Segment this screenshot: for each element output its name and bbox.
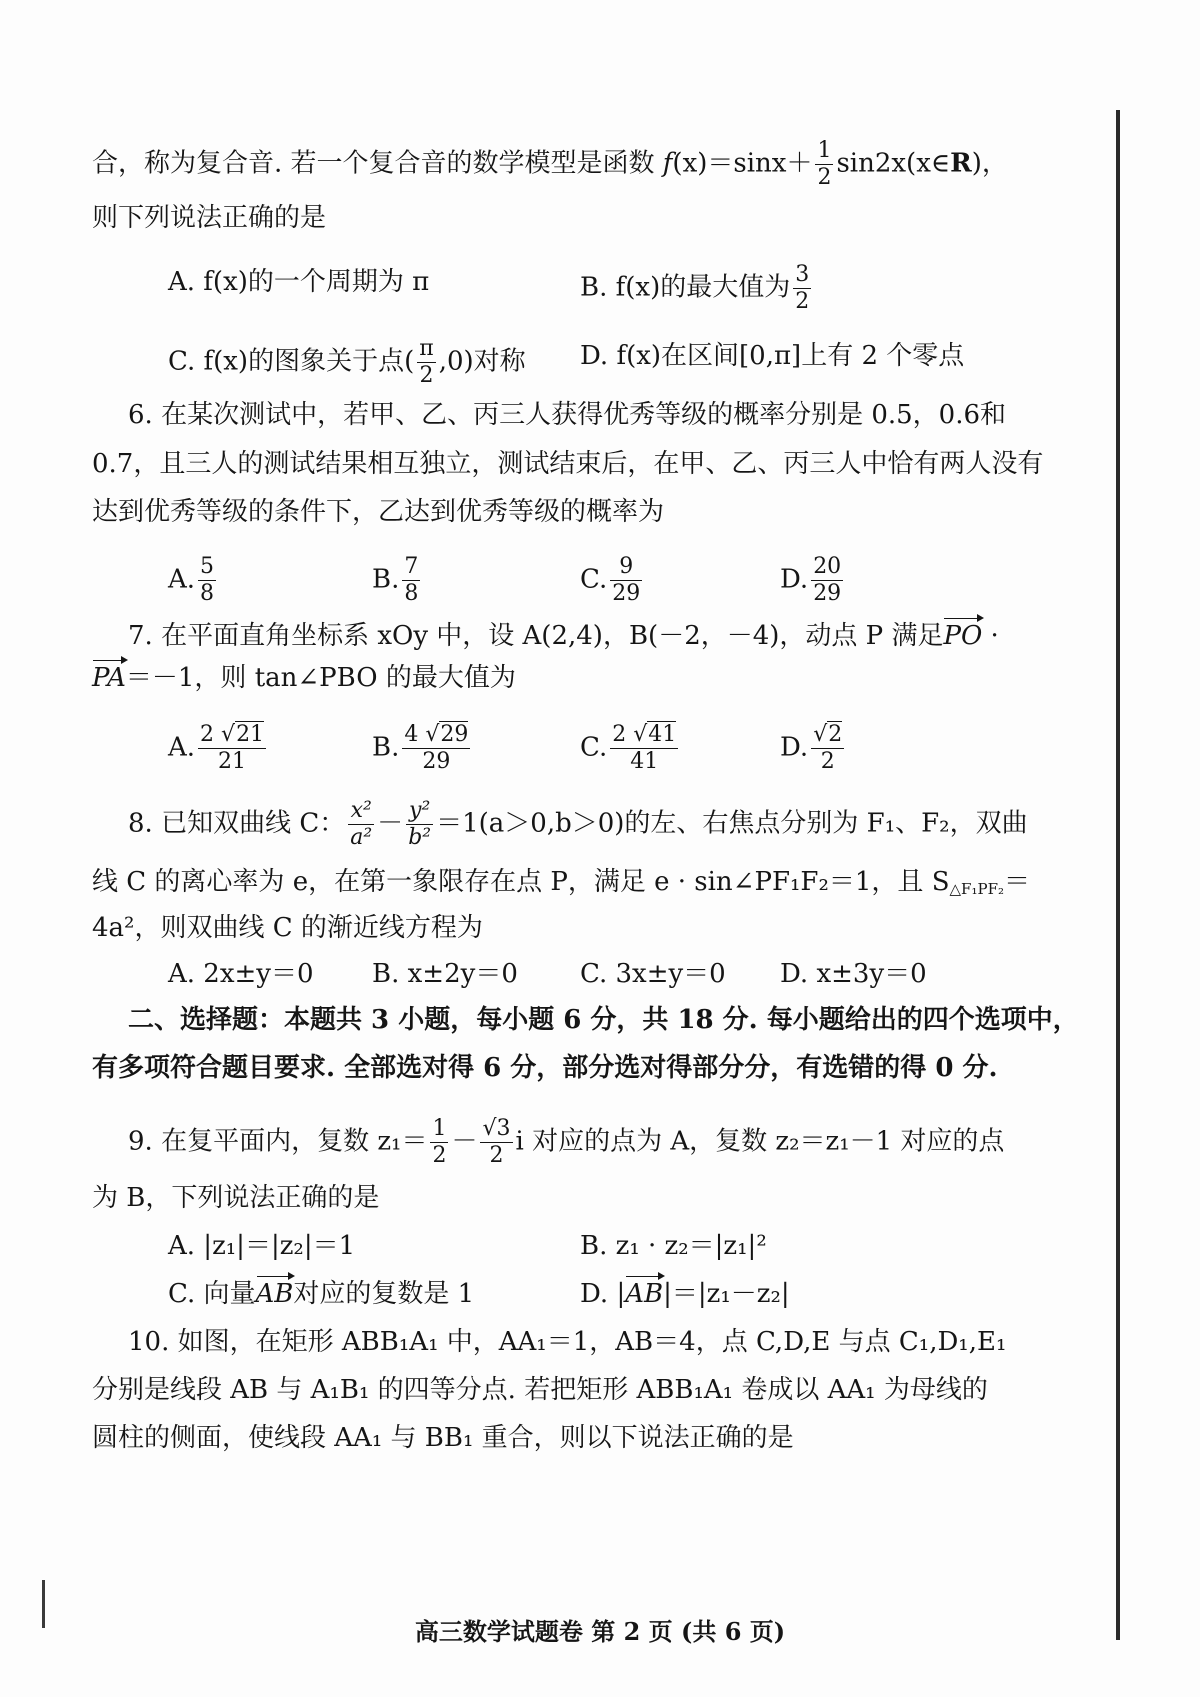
vector-pa: PA	[92, 660, 126, 696]
q5-expr: (x)＝sinx＋	[672, 148, 813, 179]
q6-option-a: A. $\frac{5}{8}$	[168, 554, 215, 606]
q8-stem-line2: 线 C 的离心率为 e，在第一象限存在点 P，满足 e · sin∠PF₁F₂＝1，且 $S_{\triangle F_1PF_2}=$	[92, 867, 1031, 898]
q6-option-d: D. $\frac{20}{29}$	[780, 554, 842, 606]
q7-option-d: D. $\frac{√2}{2}$	[780, 722, 843, 774]
q5-option-a: A. f(x)的一个周期为 π	[168, 267, 430, 297]
q5-stem-text: 合，称为复合音. 若一个复合音的数学模型是函数	[92, 148, 663, 179]
q8-x-fraction: $\frac{\text{x²}}{\text{a²}}$	[350, 798, 373, 850]
q5-expr-tail: sin2x(x∈	[836, 148, 951, 179]
page-footer: 高三数学试题卷 第 2 页 (共 6 页)	[414, 1617, 786, 1646]
q10-stem-line3: 圆柱的侧面，使线段 AA₁ 与 BB₁ 重合，则以下说法正确的是	[92, 1423, 794, 1453]
q8-option-b: B. x±2y＝0	[372, 959, 518, 989]
q7-option-b: B. $\frac{4 √29}{29}$	[372, 722, 469, 774]
q8-stem-line1: 8. 已知双曲线 C： $\frac{\text{x²}}{\text{a²}}$ － $\frac{\text{y²}}{\text{b²}}$ ＝1(a＞0,b＞0)的左、右焦点分别为 F₁、F₂，双曲	[128, 798, 1028, 850]
q5-option-b: B. f(x)的最大值为 $\frac{3}{2}$	[580, 262, 810, 314]
q9-option-d: D. |AB|＝|z₁－z₂|	[580, 1276, 790, 1312]
right-margin-rule	[1116, 110, 1120, 1640]
q5-option-d: D. f(x)在区间[0,π]上有 2 个零点	[580, 341, 965, 371]
q5-real-set: R	[950, 148, 972, 179]
q10-stem-line2: 分别是线段 AB 与 A₁B₁ 的四等分点. 若把矩形 ABB₁A₁ 卷成以 AA₁ 为母线的	[92, 1375, 988, 1405]
q7-stem-line1: 7. 在平面直角坐标系 xOy 中，设 A(2,4)，B(－2，－4)，动点 P 满足PO ·	[128, 618, 999, 654]
q5-f: f	[662, 148, 673, 179]
q5-fraction: $\frac{1}{2}$	[817, 138, 832, 190]
vector-ab: AB	[256, 1276, 294, 1312]
q5-option-b-fraction: $\frac{3}{2}$	[795, 262, 810, 314]
q6-stem-line3: 达到优秀等级的条件下，乙达到优秀等级的概率为	[92, 497, 665, 527]
q9-stem-line1: 9. 在复平面内，复数 z₁＝ $\frac{1}{2}$ － $\frac{√3}{2}$ i 对应的点为 A，复数 z₂＝z₁－1 对应的点	[128, 1116, 1005, 1168]
q5-stem-line2: 则下列说法正确的是	[92, 203, 327, 233]
q7-stem-line2: PA＝－1，则 tan∠PBO 的最大值为	[92, 660, 516, 696]
section2-heading-line2: 有多项符合题目要求. 全部选对得 6 分，部分选对得部分分，有选错的得 0 分.	[92, 1053, 998, 1083]
q10-stem-line1: 10. 如图，在矩形 ABB₁A₁ 中，AA₁＝1，AB＝4，点 C,D,E 与点 C₁,D₁,E₁	[128, 1327, 1007, 1357]
q8-stem-line3: 4a²，则双曲线 C 的渐近线方程为	[92, 913, 483, 943]
q5-stem-line1: 合，称为复合音. 若一个复合音的数学模型是函数 f(x)＝sinx＋ $\frac{1}{2}$ sin2x(x∈R)，	[92, 138, 1008, 190]
q6-option-c: C. $\frac{9}{29}$	[580, 554, 641, 606]
q8-option-a: A. 2x±y＝0	[168, 959, 314, 989]
q9-stem-line2: 为 B，下列说法正确的是	[92, 1183, 380, 1213]
q5-option-c-fraction: $\frac{\pi}{2}$	[419, 336, 434, 388]
vector-ab-abs: AB	[625, 1276, 663, 1312]
q7-option-a: A. $\frac{2 √21}{21}$	[168, 722, 265, 774]
q6-stem-line2: 0.7，且三人的测试结果相互独立，测试结束后，在甲、乙、丙三人中恰有两人没有	[92, 449, 1044, 479]
q8-option-d: D. x±3y＝0	[780, 959, 927, 989]
q8-y-fraction: $\frac{\text{y²}}{\text{b²}}$	[408, 798, 432, 850]
q6-stem-line1: 6. 在某次测试中，若甲、乙、丙三人获得优秀等级的概率分别是 0.5，0.6和	[128, 400, 1007, 430]
section2-heading-line1: 二、选择题：本题共 3 小题，每小题 6 分，共 18 分. 每小题给出的四个选项中，	[128, 1005, 1079, 1035]
q7-option-c: C. $\frac{2 √41}{41}$	[580, 722, 677, 774]
q9-option-a: A. |z₁|＝|z₂|＝1	[168, 1231, 356, 1261]
q8-option-c: C. 3x±y＝0	[580, 959, 726, 989]
q6-option-b: B. $\frac{7}{8}$	[372, 554, 419, 606]
q5-option-c: C. f(x)的图象关于点( $\frac{\pi}{2}$ ,0)对称	[168, 336, 526, 388]
q9-option-b: B. z₁ · z₂＝|z₁|²	[580, 1231, 767, 1261]
vector-po: PO	[943, 618, 982, 654]
q9-option-c: C. 向量AB对应的复数是 1	[168, 1276, 474, 1312]
